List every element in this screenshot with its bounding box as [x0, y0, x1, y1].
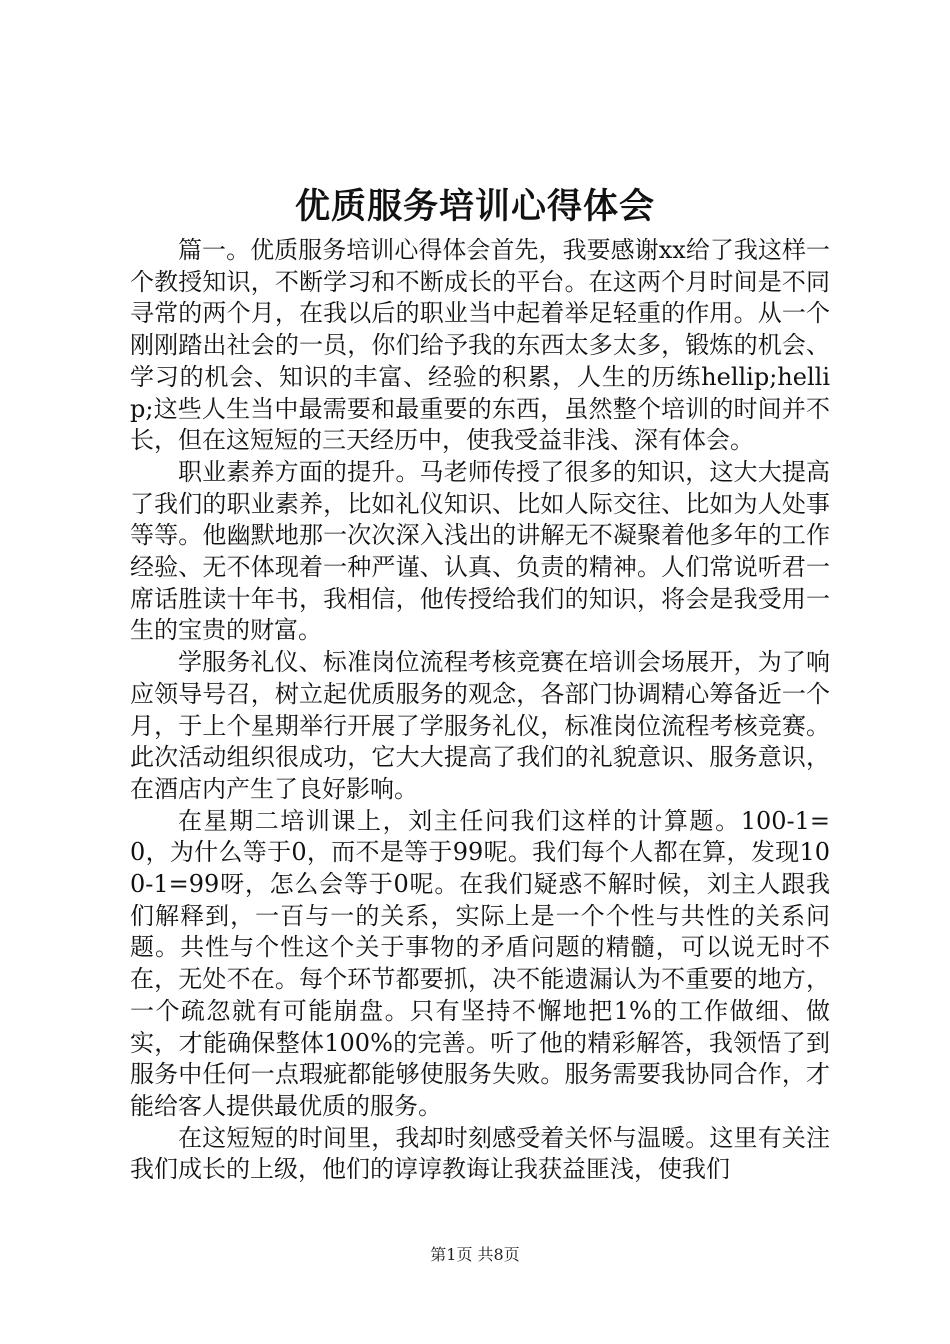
paragraph-5: 在这短短的时间里，我却时刻感受着关怀与温暖。这里有关注我们成长的上级，他们的谆谆教诲让我获益匪浅，使我们 [130, 1123, 830, 1184]
paragraph-4: 在星期二培训课上，刘主任问我们这样的计算题。100-1=0，为什么等于0，而不是等于99呢。我们每个人都在算，发现100-1=99呀，怎么会等于0呢。在我们疑惑不解时候，刘主人跟我们解释到，一百与一的关系，实际上是一个个性与共性的关系问题。共性与个性这个关于事物的矛盾问题的精髓，可以说无时不在，无处不在。每个环节都要抓，决不能遗漏认为不重要的地方，一个疏忽就有可能崩盘。只有坚持不懈地把1%的工作做细、做实，才能确保整体100%的完善。听了他的精彩解答，我领悟了到服务中任何一点瑕疵都能够使服务失败。服务需要我协同合作，才能给客人提供最优质的服务。 [130, 806, 830, 1120]
page-footer: 第1页 共8页 [430, 1245, 520, 1264]
document-body [130, 235, 830, 1186]
document-title: 优质服务培训心得体会 [294, 186, 655, 227]
paragraph-3: 学服务礼仪、标准岗位流程考核竞赛在培训会场展开，为了响应领导号召，树立起优质服务的观念，各部门协调精心筹备近一个月，于上个星期举行开展了学服务礼仪，标准岗位流程考核竞赛。此次活动组织很成功，它大大提高了我们的礼貌意识、服务意识，在酒店内产生了良好影响。 [130, 648, 830, 803]
paragraph-1: 篇一。优质服务培训心得体会首先，我要感谢xx给了我这样一个教授知识，不断学习和不断成长的平台。在这两个月时间是不同寻常的两个月，在我以后的职业当中起着举足轻重的作用。从一个刚刚踏出社会的一员，你们给予我的东西太多太多，锻炼的机会、学习的机会、知识的丰富、经验的积累，人生的历练hellip;hellip;这些人生当中最需要和最重要的东西，虽然整个培训的时间并不长，但在这短短的三天经历中，使我受益非浅、深有体会。 [130, 236, 830, 455]
paragraph-2: 职业素养方面的提升。马老师传授了很多的知识，这大大提高了我们的职业素养，比如礼仪知识、比如人际交往、比如为人处事等等。他幽默地那一次次深入浅出的讲解无不凝聚着他多年的工作经验、无不体现着一种严谨、认真、负责的精神。人们常说听君一席话胜读十年书，我相信，他传授给我们的知识，将会是我受用一生的宝贵的财富。 [130, 457, 830, 645]
